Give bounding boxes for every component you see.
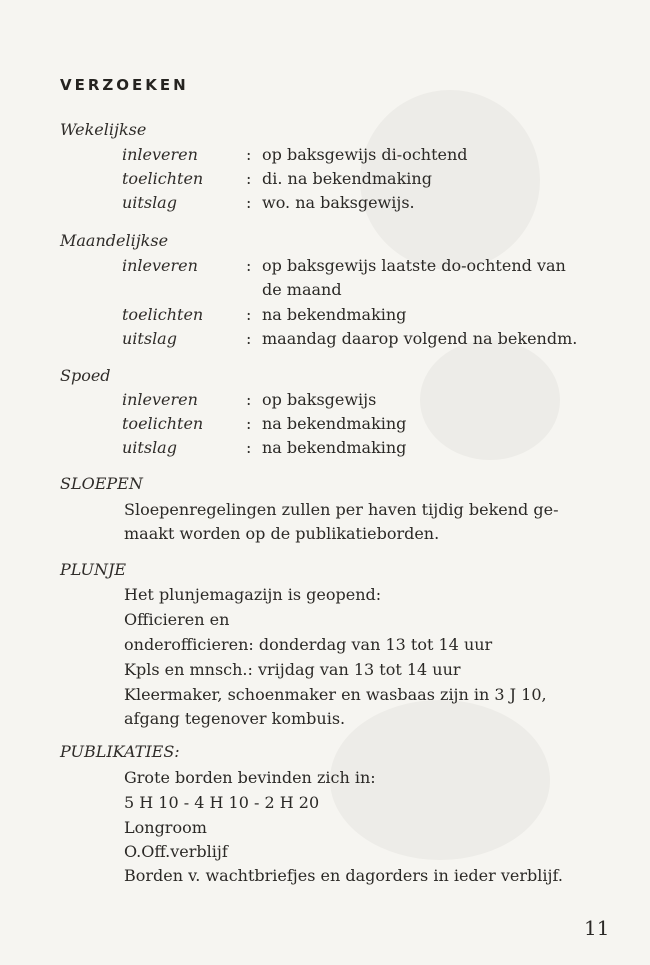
row-label: toelichten [122, 305, 204, 324]
colon: : [246, 390, 252, 409]
row-label: uitslag [122, 193, 177, 212]
row-label: inleveren [122, 145, 198, 164]
row-label: inleveren [122, 390, 198, 409]
show-through-mark [420, 340, 560, 460]
text-line: maakt worden op de publikatieborden. [124, 524, 440, 543]
section-sloepen-title: SLOEPEN [60, 474, 143, 493]
text-line: Borden v. wachtbriefjes en dagorders in ieder verblijf. [124, 866, 563, 885]
colon: : [246, 193, 252, 212]
row-value: na bekendmaking [262, 414, 407, 433]
text-line: onderofficieren: donderdag van 13 tot 14 uur [124, 635, 493, 654]
section-plunje-title: PLUNJE [60, 560, 127, 579]
colon: : [246, 256, 252, 275]
text-line: afgang tegenover kombuis. [124, 709, 346, 728]
row-value: op baksgewijs laatste do-ochtend van [262, 256, 566, 275]
colon: : [246, 305, 252, 324]
page-heading: VERZOEKEN [60, 76, 189, 94]
text-line: Het plunjemagazijn is geopend: [124, 585, 382, 604]
colon: : [246, 169, 252, 188]
row-label: uitslag [122, 329, 177, 348]
text-line: Kleermaker, schoenmaker en wasbaas zijn in 3 J 10, [124, 685, 547, 704]
section-maandelijkse-title: Maandelijkse [60, 231, 169, 250]
text-line: Grote borden bevinden zich in: [124, 768, 376, 787]
colon: : [246, 438, 252, 457]
page-number: 11 [584, 916, 610, 940]
row-value: na bekendmaking [262, 438, 407, 457]
text-line: Kpls en mnsch.: vrijdag van 13 tot 14 uur [124, 660, 461, 679]
section-spoed-title: Spoed [60, 366, 111, 385]
text-line: O.Off.verblijf [124, 842, 228, 861]
colon: : [246, 329, 252, 348]
row-label: toelichten [122, 169, 204, 188]
row-value: op baksgewijs [262, 390, 377, 409]
row-value: na bekendmaking [262, 305, 407, 324]
colon: : [246, 145, 252, 164]
text-line: Longroom [124, 818, 207, 837]
text-line: Officieren en [124, 610, 230, 629]
row-label: toelichten [122, 414, 204, 433]
section-wekelijkse-title: Wekelijkse [60, 120, 147, 139]
text-line: 5 H 10 - 4 H 10 - 2 H 20 [124, 793, 320, 812]
text-line: Sloepenregelingen zullen per haven tijdig bekend ge- [124, 500, 559, 519]
row-value: di. na bekendmaking [262, 169, 432, 188]
row-label: inleveren [122, 256, 198, 275]
row-value-continued: de maand [262, 280, 342, 299]
row-value: wo. na baksgewijs. [262, 193, 415, 212]
row-label: uitslag [122, 438, 177, 457]
row-value: maandag daarop volgend na bekendm. [262, 329, 578, 348]
row-value: op baksgewijs di-ochtend [262, 145, 468, 164]
section-publikaties-title: PUBLIKATIES: [60, 742, 180, 761]
colon: : [246, 414, 252, 433]
